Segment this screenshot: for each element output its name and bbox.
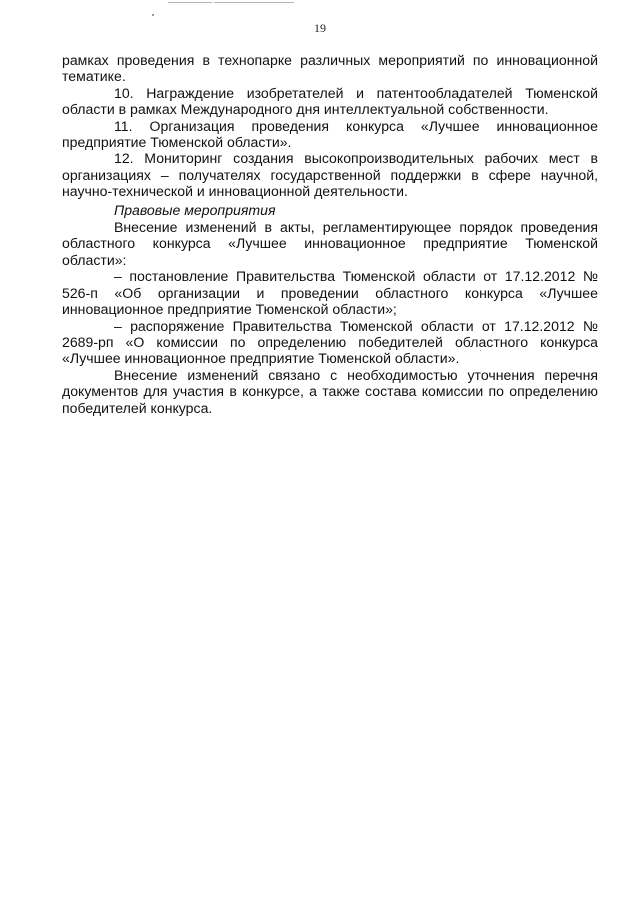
closing-paragraph: Внесение изменений связано с необходимостью уточнения перечня документов для участия в конкурсе, а также состава комиссии по определению победителей конкурса. [62, 366, 598, 416]
scan-artifact-line [214, 2, 294, 3]
scan-speck [480, 350, 481, 351]
legal-act-item: – распоряжение Правительства Тюменской области от 17.12.2012 № 2689-рп «О комиссии по определению победителей областного конкурса «Лучшее инновационное предприятие Тюменской области». [62, 317, 598, 367]
paragraph-continuation: рамках проведения в технопарке различных мероприятий по инновационной тематике. [62, 52, 598, 85]
section-intro: Внесение изменений в акты, регламентирующее порядок проведения областного конкурса «Лучшее инновационное предприятие Тюменской области»: [62, 219, 598, 268]
paragraph-item-12: 12. Мониторинг создания высокопроизводительных рабочих мест в организациях – получателях государственной поддержки в сфере научной, научно-технической и инновационной деятельности. [62, 150, 598, 200]
document-body [62, 52, 598, 416]
paragraph-item-10: 10. Награждение изобретателей и патентообладателей Тюменской области в рамках Международного дня интеллектуальной собственности. [62, 84, 598, 118]
legal-act-item: – постановление Правительства Тюменской области от 17.12.2012 № 526-п «Об организации и проведении областного конкурса «Лучшее инновационное предприятие Тюменской области»; [62, 268, 598, 318]
section-heading: Правовые мероприятия [114, 201, 276, 218]
page-number: 19 [314, 21, 326, 35]
paragraph-item-11: 11. Организация проведения конкурса «Лучшее инновационное предприятие Тюменской области». [62, 117, 598, 151]
scan-speck [152, 14, 154, 16]
scan-artifact-line [168, 2, 212, 3]
